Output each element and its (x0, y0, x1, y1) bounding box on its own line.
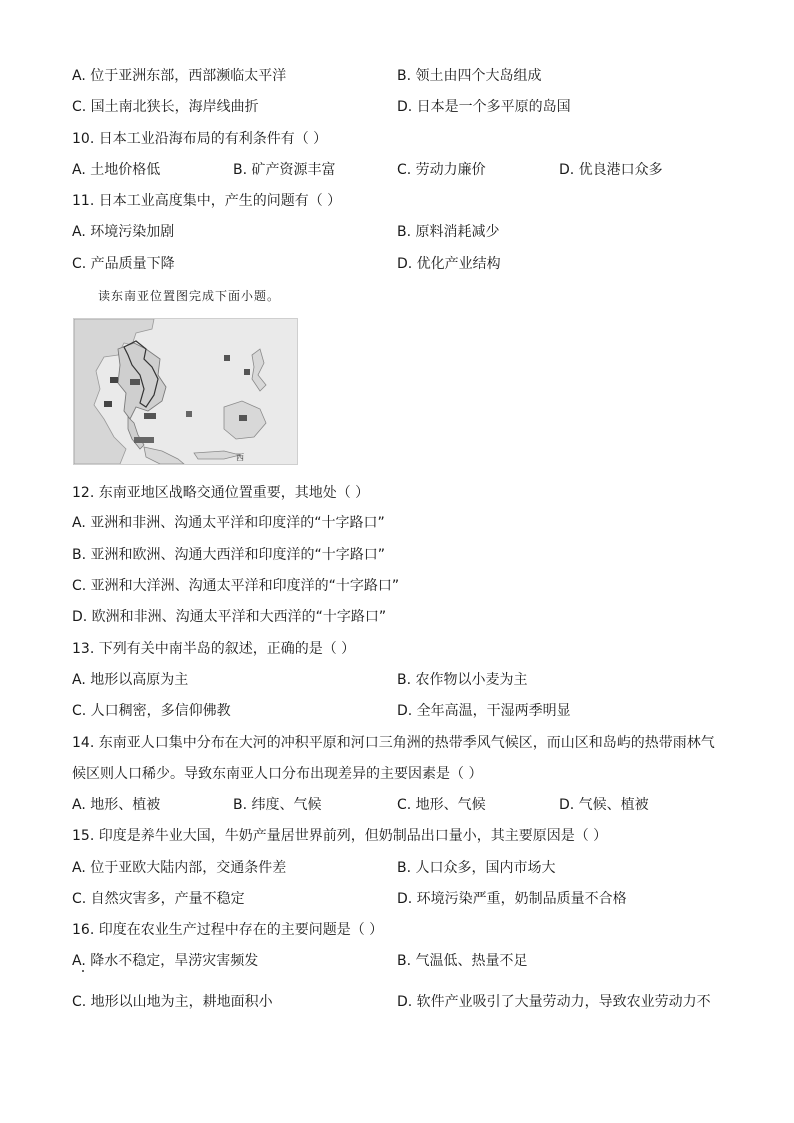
q11-stem: 11. 日本工业高度集中，产生的问题有（ ） (72, 193, 342, 209)
q11-option-d: D. 优化产业结构 (397, 256, 501, 272)
q14-stem-line2: 候区则人口稀少。导致东南亚人口分布出现差异的主要因素是（ ） (72, 766, 483, 782)
q16-stem: 16. 印度在农业生产过程中存在的主要问题是（ ） (72, 922, 384, 938)
q9-option-a: A. 位于亚洲东部，西部濒临太平洋 (72, 68, 287, 84)
q10-option-a: A. 土地价格低 (72, 162, 161, 178)
q15-option-b: B. 人口众多，国内市场大 (397, 860, 556, 876)
q11-option-c: C. 产品质量下降 (72, 256, 175, 272)
q9-option-c: C. 国土南北狭长，海岸线曲折 (72, 99, 259, 115)
q13-stem: 13. 下列有关中南半岛的叙述，正确的是（ ） (72, 641, 356, 657)
q14-stem-line1: 14. 东南亚人口集中分布在大河的冲积平原和河口三角洲的热带季风气候区，而山区和岛屿的热带雨林气 (72, 735, 715, 751)
q16-option-b: B. 气温低、热量不足 (397, 953, 528, 969)
q12-option-d: D. 欧洲和非洲、沟通太平洋和大西洋的“十字路口” (72, 609, 387, 625)
q13-option-c: C. 人口稠密，多信仰佛教 (72, 703, 231, 719)
q15-option-a: A. 位于亚欧大陆内部，交通条件差 (72, 860, 287, 876)
q13-option-b: B. 农作物以小麦为主 (397, 672, 528, 688)
q13-option-d: D. 全年高温，干湿两季明显 (397, 703, 571, 719)
q10-option-d: D. 优良港口众多 (559, 162, 663, 178)
q14-option-c: C. 地形、气候 (397, 797, 486, 813)
q10-option-b: B. 矿产资源丰富 (233, 162, 336, 178)
q10-option-c: C. 劳动力廉价 (397, 162, 486, 178)
southeast-asia-map (73, 318, 298, 465)
map-label-west: 西 (236, 453, 244, 462)
q16-option-c: C. 地形以山地为主，耕地面积小 (72, 994, 273, 1010)
q12-option-b: B. 亚洲和欧洲、沟通大西洋和印度洋的“十字路口” (72, 547, 386, 563)
q15-stem: 15. 印度是养牛业大国，牛奶产量居世界前列，但奶制品出口量小，其主要原因是（ ） (72, 828, 608, 844)
q11-option-b: B. 原料消耗减少 (397, 224, 500, 240)
q15-option-c: C. 自然灾害多，产量不稳定 (72, 891, 245, 907)
q14-option-a: A. 地形、植被 (72, 797, 161, 813)
q9-option-b: B. 领土由四个大岛组成 (397, 68, 542, 84)
q16-option-d: D. 软件产业吸引了大量劳动力，导致农业劳动力不 (397, 994, 711, 1010)
q16-option-a: A. 降水不稳定，旱涝灾害频发 (72, 953, 259, 969)
q11-option-a: A. 环境污染加剧 (72, 224, 175, 240)
q10-stem: 10. 日本工业沿海布局的有利条件有（ ） (72, 131, 328, 147)
q13-option-a: A. 地形以高原为主 (72, 672, 189, 688)
q9-option-d: D. 日本是一个多平原的岛国 (397, 99, 571, 115)
q12-option-a: A. 亚洲和非洲、沟通太平洋和印度洋的“十字路口” (72, 515, 385, 531)
stray-mark (82, 970, 84, 972)
q14-option-b: B. 纬度、气候 (233, 797, 322, 813)
q14-option-d: D. 气候、植被 (559, 797, 649, 813)
q12-stem: 12. 东南亚地区战略交通位置重要，其地处（ ） (72, 485, 370, 501)
q15-option-d: D. 环境污染严重，奶制品质量不合格 (397, 891, 627, 907)
q12-option-c: C. 亚洲和大洋洲、沟通太平洋和印度洋的“十字路口” (72, 578, 400, 594)
map-lead-in: 读东南亚位置图完成下面小题。 (98, 289, 281, 303)
map-graphic (74, 319, 297, 464)
